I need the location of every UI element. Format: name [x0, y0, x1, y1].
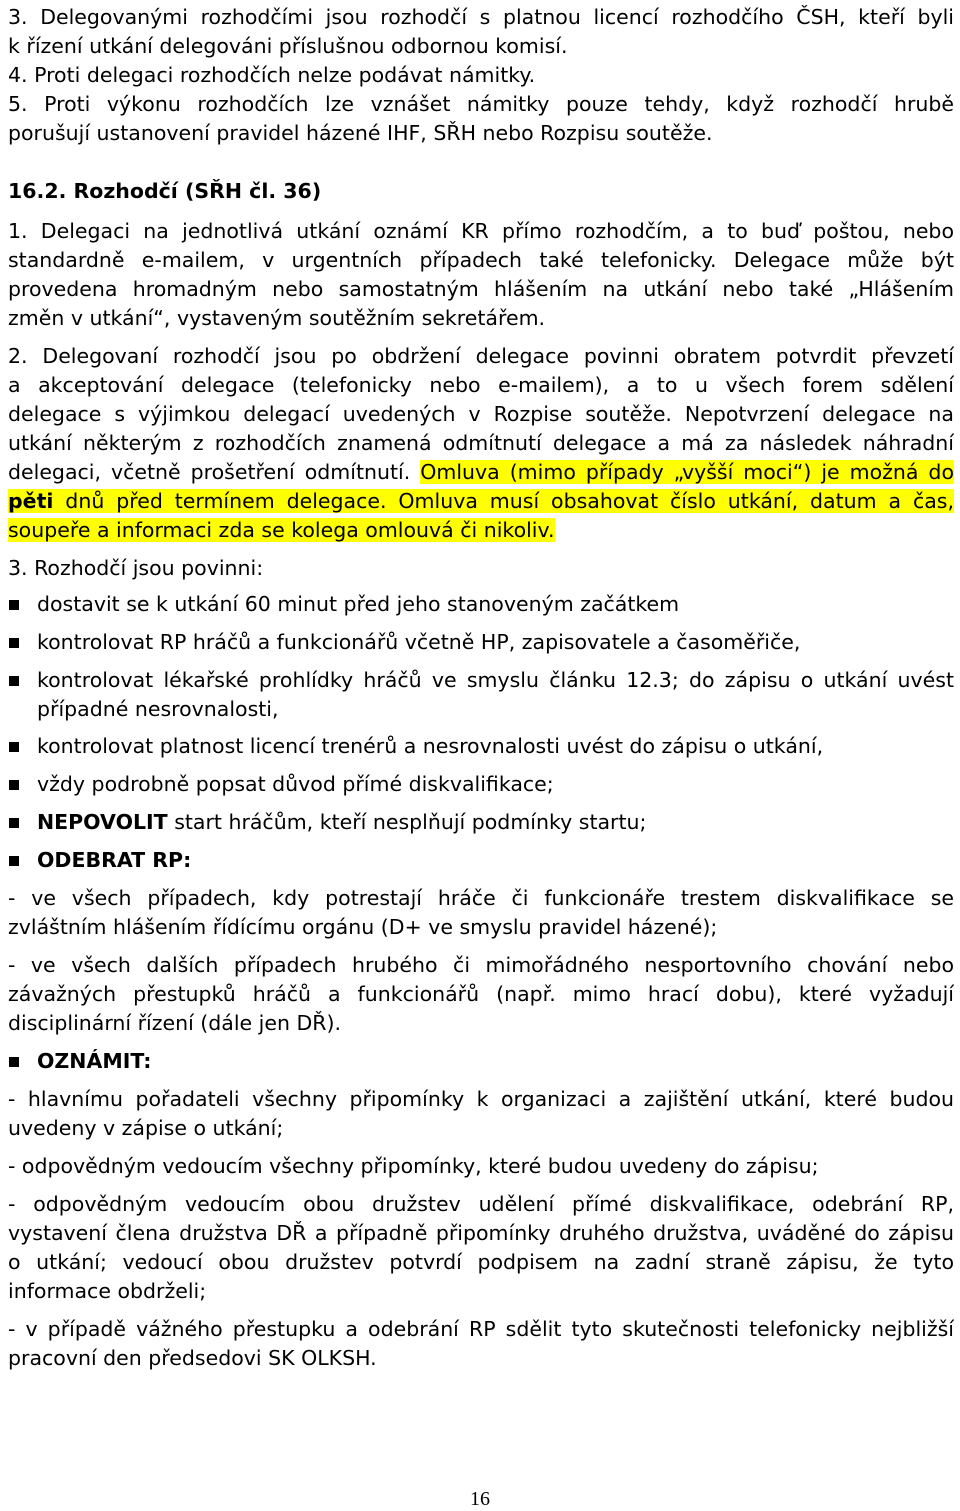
bullet-item: kontrolovat lékařské prohlídky hráčů ve smyslu článku 12.3; do zápisu o utkání uvést: [37, 668, 954, 692]
bullet-square-icon: [9, 1057, 19, 1067]
bullet-square-icon: [9, 676, 19, 686]
text-line: provedena hromadným nebo samostatným hlášením na utkání nebo také „Hlášením: [8, 277, 954, 301]
text-line: delegace s výjimkou delegací uvedených v Rozpise soutěže. Nepotvrzení delegace na: [8, 402, 954, 426]
text-line: standardně e-mailem, v urgentních případech také telefonicky. Delegace může být: [8, 248, 954, 272]
bullet-square-icon: [9, 742, 19, 752]
text-line: 5. Proti výkonu rozhodčích lze vznášet námitky pouze tehdy, když rozhodčí hrubě: [8, 92, 954, 116]
text-run: delegaci, včetně prošetření odmítnutí.: [8, 460, 421, 484]
text-line: 1. Delegaci na jednotlivá utkání oznámí KR přímo rozhodčím, a to buď poštou, nebo: [8, 219, 954, 243]
text-line: k řízení utkání delegováni příslušnou odbornou komisí.: [8, 34, 568, 58]
text-line: změn v utkání“, vystaveným soutěžním sekretářem.: [8, 306, 546, 330]
text-line: disciplinární řízení (dále jen DŘ).: [8, 1011, 342, 1035]
text-line: informace obdrželi;: [8, 1279, 207, 1303]
text-line-highlighted: [8, 516, 954, 545]
bold-keyword: NEPOVOLIT: [37, 810, 168, 834]
bullet-square-icon: [9, 600, 19, 610]
bullet-item: kontrolovat platnost licencí trenérů a nesrovnalosti uvést do zápisu o utkání,: [37, 734, 824, 758]
text-line: 2. Delegovaní rozhodčí jsou po obdržení delegace povinni obratem potvrdit převzetí: [8, 344, 954, 368]
highlighted-text: Omluva (mimo případy „vyšší moci“) je možná do: [420, 460, 954, 484]
text-line: závažných přestupků hráčů a funkcionářů (např. mimo hrací dobu), které vyžadují: [8, 982, 954, 1006]
text-line: 3. Delegovanými rozhodčími jsou rozhodčí s platnou licencí rozhodčího ČSH, kteří byli: [8, 5, 954, 29]
bullet-square-icon: [9, 818, 19, 828]
highlighted-bold-text: pěti: [8, 489, 54, 513]
bullet-item: dostavit se k utkání 60 minut před jeho stanoveným začátkem: [37, 592, 680, 616]
text-line: 3. Rozhodčí jsou povinni:: [8, 556, 264, 580]
text-line: - hlavnímu pořadateli všechny připomínky k organizaci a zajištění utkání, které budou: [8, 1087, 954, 1111]
text-line: 4. Proti delegaci rozhodčích nelze podávat námitky.: [8, 63, 536, 87]
text-line-highlighted: [8, 487, 954, 516]
text-line: - odpovědným vedoucím všechny připomínky, které budou uvedeny do zápisu;: [8, 1154, 819, 1178]
text-line: - odpovědným vedoucím obou družstev udělení přímé diskvalifikace, odebrání RP,: [8, 1192, 954, 1216]
bullet-square-icon: [9, 856, 19, 866]
text-line: utkání některým z rozhodčích znamená odmítnutí delegace a má za následek náhradní: [8, 431, 954, 455]
text-line: - ve všech případech, kdy potrestají hráče či funkcionáře trestem diskvalifikace se: [8, 886, 954, 910]
bullet-item: vždy podrobně popsat důvod přímé diskvalifikace;: [37, 772, 554, 796]
text-run: start hráčům, kteří nesplňují podmínky startu;: [167, 810, 647, 834]
text-line-highlighted: [8, 458, 954, 487]
highlighted-text: soupeře a informaci zda se kolega omlouvá či nikoliv.: [8, 518, 555, 542]
text-line: - v případě vážného přestupku a odebrání RP sdělit tyto skutečnosti telefonicky nejbližší: [8, 1317, 954, 1341]
text-line: a akceptování delegace (telefonicky nebo e-mailem), a to u všech forem sdělení: [8, 373, 954, 397]
bullet-item-continued: případné nesrovnalosti,: [37, 697, 279, 721]
text-line: porušují ustanovení pravidel házené IHF, SŘH nebo Rozpisu soutěže.: [8, 121, 713, 145]
text-line: zvláštním hlášením řídícímu orgánu (D+ ve smyslu pravidel házené);: [8, 915, 718, 939]
page-number: 16: [470, 1488, 490, 1510]
text-line: - ve všech dalších případech hrubého či mimořádného nesportovního chování nebo: [8, 953, 954, 977]
text-line: o utkání; vedoucí obou družstev potvrdí podpisem na zadní straně zápisu, že tyto: [8, 1250, 954, 1274]
bullet-square-icon: [9, 780, 19, 790]
bullet-square-icon: [9, 638, 19, 648]
section-heading: 16.2. Rozhodčí (SŘH čl. 36): [8, 179, 322, 203]
bullet-item: kontrolovat RP hráčů a funkcionářů včetně HP, zapisovatele a časoměřiče,: [37, 630, 801, 654]
bullet-item-heading: ODEBRAT RP:: [37, 848, 192, 872]
text-line: uvedeny v zápise o utkání;: [8, 1116, 284, 1140]
highlighted-text: dnů před termínem delegace. Omluva musí obsahovat číslo utkání, datum a čas,: [53, 489, 954, 513]
text-line: vystavení člena družstva DŘ a případně připomínky druhého družstva, uváděné do zápisu: [8, 1221, 954, 1245]
bullet-item-heading: OZNÁMIT:: [37, 1049, 152, 1073]
bullet-item: [37, 808, 954, 837]
text-line: pracovní den předsedovi SK OLKSH.: [8, 1346, 377, 1370]
